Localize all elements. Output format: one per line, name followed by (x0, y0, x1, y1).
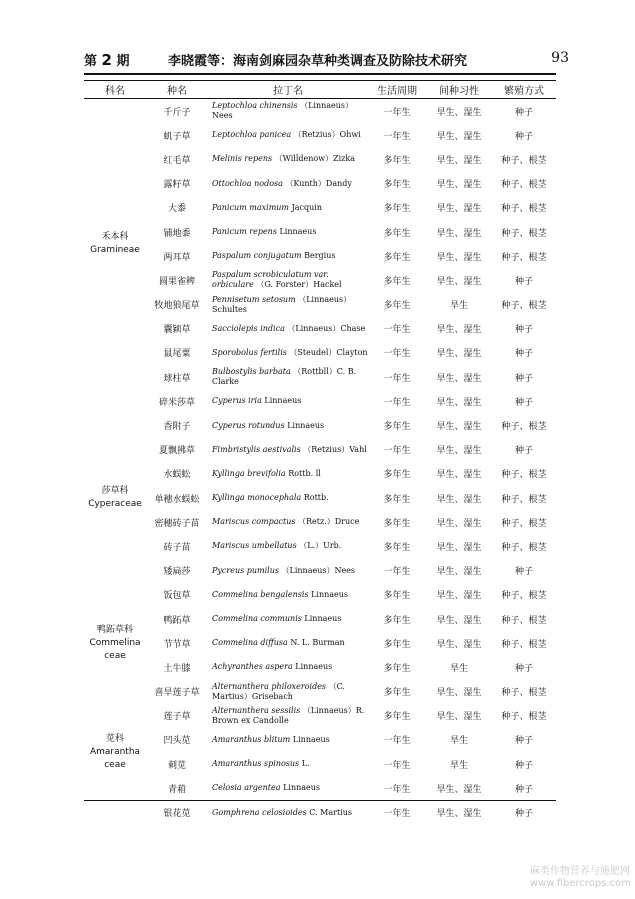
latin-name (208, 728, 368, 752)
latin-genus-species: Pycreus pumilus (212, 565, 279, 575)
latin-genus-species: Bulbostylis barbata (212, 367, 291, 377)
life-cycle: 一年生 (383, 373, 411, 384)
reproduction-mode: 种子、根茎 (501, 228, 547, 239)
growth-habit: 旱生、湿生 (436, 397, 482, 408)
reproduction-mode: 种子 (514, 373, 533, 384)
family-cell (84, 680, 146, 825)
reproduction-mode: 种子、根茎 (501, 204, 547, 215)
growth-habit: 旱生、湿生 (436, 155, 482, 166)
latin-author: （L.）Urb. (299, 541, 342, 551)
latin-author: N. L. Burman (290, 638, 345, 648)
table-row (84, 607, 556, 631)
latin-name (208, 510, 368, 534)
family-name-cn: 莎草科 (101, 486, 129, 497)
latin-name (208, 196, 368, 220)
life-cycle: 多年生 (383, 180, 411, 191)
table-row (84, 123, 556, 147)
latin-author: （Kunth）Dandy (285, 178, 352, 188)
latin-genus-species: Commelina diffusa (212, 638, 288, 648)
latin-name (208, 244, 368, 268)
growth-habit: 旱生、湿生 (436, 252, 482, 263)
species-name: 圆果雀稗 (158, 276, 195, 287)
table-row (84, 486, 556, 510)
species-name: 单穗水蜈蚣 (154, 494, 200, 505)
table-header-row (84, 81, 556, 99)
life-cycle: 一年生 (383, 131, 411, 142)
latin-author: （Linnaeus）Schultes (212, 294, 352, 314)
growth-habit: 旱生、湿生 (436, 784, 482, 795)
table-row (84, 147, 556, 171)
reproduction-mode: 种子 (514, 131, 533, 142)
species-name: 砖子苗 (163, 542, 191, 553)
family-name-cn: 鸭跖草科 (96, 624, 133, 635)
latin-name (208, 704, 368, 728)
latin-genus-species: Achyranthes aspera (212, 662, 293, 672)
species-name: 大黍 (167, 204, 186, 215)
life-cycle: 多年生 (383, 542, 411, 553)
family-name-latin: Gramineae (90, 245, 140, 256)
latin-name (208, 776, 368, 800)
latin-genus-species: Melinis repens (212, 154, 273, 164)
reproduction-mode: 种子、根茎 (501, 688, 547, 699)
life-cycle: 多年生 (383, 518, 411, 529)
table-row (84, 317, 556, 341)
table-row (84, 99, 556, 124)
table-row (84, 510, 556, 534)
species-name: 牧地狼尾草 (154, 301, 200, 312)
latin-author: Linnaeus (283, 783, 321, 793)
latin-name (208, 583, 368, 607)
latin-name (208, 752, 368, 776)
growth-habit: 旱生 (449, 736, 468, 747)
latin-name (208, 631, 368, 655)
latin-name (208, 389, 368, 413)
latin-author: L. (301, 759, 310, 769)
latin-name (208, 268, 368, 292)
table-row (84, 438, 556, 462)
growth-habit: 旱生、湿生 (436, 567, 482, 578)
latin-name (208, 123, 368, 147)
life-cycle: 多年生 (383, 688, 411, 699)
table-row (84, 220, 556, 244)
latin-author: （Willdenow）Zizka (274, 154, 356, 164)
table-row (84, 728, 556, 752)
col-habit: 间种习性 (426, 81, 492, 99)
latin-genus-species: Kyllinga brevifolia (212, 468, 286, 478)
growth-habit: 旱生、湿生 (436, 180, 482, 191)
species-name: 铺地黍 (163, 228, 191, 239)
table-row (84, 389, 556, 413)
life-cycle: 多年生 (383, 422, 411, 433)
latin-name (208, 559, 368, 583)
life-cycle: 多年生 (383, 204, 411, 215)
species-name: 鼠尾粟 (163, 349, 191, 360)
family-cell (84, 99, 146, 390)
latin-author: Rottb. (303, 493, 329, 503)
col-life-cycle: 生活周期 (368, 81, 426, 99)
growth-habit: 旱生、湿生 (436, 518, 482, 529)
latin-author: Linnaeus (287, 420, 325, 430)
latin-author: Linnaeus (295, 662, 333, 672)
latin-name (208, 438, 368, 462)
latin-genus-species: Leptochloa chinensis (212, 101, 298, 111)
latin-author: （Linnaeus）Nees (212, 101, 354, 121)
life-cycle: 一年生 (383, 349, 411, 360)
species-name: 虮子草 (163, 131, 191, 142)
latin-author: （Steudel）Clayton (289, 347, 368, 357)
life-cycle: 一年生 (383, 809, 411, 820)
growth-habit: 旱生、湿生 (436, 107, 482, 118)
growth-habit: 旱生、湿生 (436, 591, 482, 602)
table-row (84, 462, 556, 486)
growth-habit: 旱生、湿生 (436, 639, 482, 650)
reproduction-mode: 种子、根茎 (501, 518, 547, 529)
latin-genus-species: Gomphrena celosioides (212, 807, 307, 817)
latin-author: Linnaeus (279, 227, 317, 237)
table-row (84, 244, 556, 268)
reproduction-mode: 种子、根茎 (501, 591, 547, 602)
latin-author: Rottb. ll (288, 468, 321, 478)
species-name: 囊颖草 (163, 325, 191, 336)
article-title: 李晓霞等：海南剑麻园杂草种类调查及防除技术研究 (167, 54, 467, 69)
reproduction-mode: 种子 (514, 325, 533, 336)
family-name-cn: 禾本科 (101, 232, 129, 243)
latin-author: （Rottbll）C. B. Clarke (212, 367, 357, 387)
life-cycle: 一年生 (383, 325, 411, 336)
growth-habit: 旱生、湿生 (436, 712, 482, 723)
life-cycle: 多年生 (383, 639, 411, 650)
latin-genus-species: Leptochloa panicea (212, 130, 292, 140)
latin-name (208, 172, 368, 196)
latin-name (208, 365, 368, 389)
species-name: 喜旱莲子草 (154, 688, 200, 699)
family-cell (84, 607, 146, 680)
life-cycle: 一年生 (383, 397, 411, 408)
life-cycle: 多年生 (383, 470, 411, 481)
latin-genus-species: Ottochloa nodosa (212, 178, 283, 188)
issue-suffix: 期 (116, 54, 130, 69)
species-name: 碎米莎草 (158, 397, 195, 408)
reproduction-mode: 种子、根茎 (501, 615, 547, 626)
life-cycle: 多年生 (383, 228, 411, 239)
latin-author: Linnaeus (264, 396, 302, 406)
latin-name (208, 341, 368, 365)
latin-genus-species: Alternanthera philoxeroides (212, 681, 327, 691)
life-cycle: 多年生 (383, 494, 411, 505)
latin-name (208, 317, 368, 341)
latin-genus-species: Kyllinga monocephala (212, 493, 302, 503)
species-name: 香附子 (163, 422, 191, 433)
growth-habit: 旱生、湿生 (436, 131, 482, 142)
reproduction-mode: 种子 (514, 663, 533, 674)
latin-genus-species: Amaranthus spinosus (212, 759, 300, 769)
latin-author: （C. Martius）Grisebach (212, 681, 345, 701)
latin-author: （Linnaeus）R. Brown ex Candolle (212, 705, 365, 725)
table-row (84, 752, 556, 776)
latin-genus-species: Panicum maximum (212, 202, 290, 212)
reproduction-mode: 种子、根茎 (501, 180, 547, 191)
page-number: 93 (551, 50, 569, 66)
latin-genus-species: Pennisetum setosum (212, 294, 296, 304)
latin-name (208, 220, 368, 244)
latin-author: （G. Forster）Hackel (256, 280, 342, 290)
life-cycle: 多年生 (383, 276, 411, 287)
growth-habit: 旱生、湿生 (436, 204, 482, 215)
species-name: 鸭跖草 (163, 615, 191, 626)
reproduction-mode: 种子、根茎 (501, 712, 547, 723)
latin-genus-species: Mariscus compactus (212, 517, 296, 527)
life-cycle: 一年生 (383, 784, 411, 795)
species-name: 矮扁莎 (163, 567, 191, 578)
latin-genus-species: Cyperus rotundus (212, 420, 285, 430)
reproduction-mode: 种子 (514, 567, 533, 578)
life-cycle: 一年生 (383, 736, 411, 747)
latin-genus-species: Amaranthus blitum (212, 734, 291, 744)
latin-author: Jacquin (291, 202, 323, 212)
latin-genus-species: Panicum repens (212, 227, 277, 237)
life-cycle: 多年生 (383, 615, 411, 626)
table-row (84, 268, 556, 292)
reproduction-mode: 种子、根茎 (501, 301, 547, 312)
family-name-latin: Cyperaceae (88, 499, 142, 510)
table-row (84, 704, 556, 728)
life-cycle: 一年生 (383, 446, 411, 457)
growth-habit: 旱生、湿生 (436, 349, 482, 360)
species-name: 密穗砖子苗 (154, 518, 200, 529)
latin-name (208, 462, 368, 486)
reproduction-mode: 种子 (514, 736, 533, 747)
latin-genus-species: Fimbristylis aestivalis (212, 444, 301, 454)
latin-genus-species: Cyperus iria (212, 396, 262, 406)
growth-habit: 旱生、湿生 (436, 809, 482, 820)
latin-genus-species: Sporobolus fertilis (212, 347, 287, 357)
table-row (84, 559, 556, 583)
growth-habit: 旱生、湿生 (436, 688, 482, 699)
reproduction-mode: 种子、根茎 (501, 155, 547, 166)
latin-name (208, 607, 368, 631)
reproduction-mode: 种子、根茎 (501, 422, 547, 433)
latin-name (208, 99, 368, 124)
reproduction-mode: 种子 (514, 809, 533, 820)
reproduction-mode: 种子、根茎 (501, 542, 547, 553)
reproduction-mode: 种子、根茎 (501, 494, 547, 505)
reproduction-mode: 种子、根茎 (501, 639, 547, 650)
latin-name (208, 655, 368, 679)
latin-genus-species: Commelina bengalensis (212, 589, 309, 599)
latin-name (208, 800, 368, 824)
species-name: 饭包草 (163, 591, 191, 602)
latin-genus-species: Mariscus umbellatus (212, 541, 297, 551)
growth-habit: 旱生、湿生 (436, 494, 482, 505)
species-name: 两耳草 (163, 252, 191, 263)
col-family: 科名 (84, 81, 146, 99)
reproduction-mode: 种子、根茎 (501, 470, 547, 481)
latin-name (208, 486, 368, 510)
species-name: 露籽草 (163, 180, 191, 191)
table-body (84, 99, 556, 825)
life-cycle: 多年生 (383, 252, 411, 263)
family-name-latin: Amarantha ceae (89, 746, 141, 770)
growth-habit: 旱生、湿生 (436, 276, 482, 287)
header-rule (84, 73, 556, 75)
table-row (84, 534, 556, 558)
table-row (84, 413, 556, 437)
latin-name (208, 147, 368, 171)
table-row (84, 631, 556, 655)
life-cycle: 多年生 (383, 301, 411, 312)
species-name: 青葙 (167, 784, 186, 795)
running-header (0, 50, 635, 74)
reproduction-mode: 种子 (514, 760, 533, 771)
table-row (84, 172, 556, 196)
latin-author: C. Martius (309, 807, 352, 817)
life-cycle: 多年生 (383, 591, 411, 602)
weed-species-table (84, 80, 556, 825)
latin-author: （Retzius）Ohwi (293, 130, 361, 140)
species-name: 夏飘拂草 (158, 446, 195, 457)
species-name: 水蜈蚣 (163, 470, 191, 481)
watermark (530, 866, 631, 890)
watermark-line2: www.fibercrops.com (529, 878, 631, 889)
col-species: 种名 (146, 81, 208, 99)
growth-habit: 旱生、湿生 (436, 373, 482, 384)
table-row (84, 293, 556, 317)
growth-habit: 旱生、湿生 (436, 325, 482, 336)
growth-habit: 旱生 (449, 760, 468, 771)
table-row (84, 583, 556, 607)
growth-habit: 旱生、湿生 (436, 542, 482, 553)
life-cycle: 一年生 (383, 107, 411, 118)
latin-genus-species: Sacciolepis indica (212, 323, 285, 333)
latin-genus-species: Commelina communis (212, 614, 302, 624)
latin-author: （Retz.）Druce (298, 517, 360, 527)
growth-habit: 旱生、湿生 (436, 446, 482, 457)
species-name: 球柱草 (163, 373, 191, 384)
life-cycle: 多年生 (383, 155, 411, 166)
family-cell (84, 389, 146, 607)
family-name-cn: 苋科 (105, 733, 124, 744)
reproduction-mode: 种子 (514, 446, 533, 457)
latin-name (208, 680, 368, 704)
latin-genus-species: Paspalum conjugatum (212, 251, 302, 261)
species-name: 刺苋 (167, 760, 186, 771)
table-bottom-rule (84, 800, 556, 801)
watermark-line1: 麻类作物营养与施肥网 (529, 866, 630, 877)
growth-habit: 旱生 (449, 301, 468, 312)
reproduction-mode: 种子 (514, 107, 533, 118)
latin-author: Linnaeus (304, 614, 342, 624)
col-reproduction: 繁殖方式 (492, 81, 556, 99)
species-name: 红毛草 (163, 155, 191, 166)
life-cycle: 一年生 (383, 760, 411, 771)
table-row (84, 680, 556, 704)
growth-habit: 旱生 (449, 663, 468, 674)
reproduction-mode: 种子 (514, 276, 533, 287)
latin-genus-species: Paspalum scrobiculatum var. orbiculare (212, 270, 329, 290)
table-row (84, 196, 556, 220)
reproduction-mode: 种子 (514, 349, 533, 360)
latin-genus-species: Alternanthera sessilis (212, 705, 301, 715)
growth-habit: 旱生、湿生 (436, 422, 482, 433)
latin-author: Bergius (304, 251, 336, 261)
col-latin: 拉丁名 (208, 81, 368, 99)
growth-habit: 旱生、湿生 (436, 615, 482, 626)
table-row (84, 800, 556, 824)
family-name-latin: Commelina ceae (89, 637, 141, 661)
table-row (84, 655, 556, 679)
species-name: 千斤子 (163, 107, 191, 118)
life-cycle: 多年生 (383, 712, 411, 723)
issue-num: 2 (101, 51, 112, 69)
growth-habit: 旱生、湿生 (436, 470, 482, 481)
species-name: 节节草 (163, 639, 191, 650)
latin-genus-species: Celosia argentea (212, 783, 281, 793)
latin-name (208, 534, 368, 558)
species-name: 银花苋 (163, 809, 191, 820)
table-row (84, 341, 556, 365)
latin-author: （Retzius）Vahl (303, 444, 367, 454)
latin-author: （Linnaeus）Nees (281, 565, 356, 575)
issue-prefix: 第 (84, 54, 98, 69)
reproduction-mode: 种子 (514, 397, 533, 408)
life-cycle: 多年生 (383, 663, 411, 674)
life-cycle: 一年生 (383, 567, 411, 578)
table-row (84, 365, 556, 389)
table-row (84, 776, 556, 800)
species-name: 凹头苋 (163, 736, 191, 747)
latin-name (208, 413, 368, 437)
latin-author: Linnaeus (311, 589, 349, 599)
reproduction-mode: 种子 (514, 784, 533, 795)
growth-habit: 旱生、湿生 (436, 228, 482, 239)
species-name: 土牛膝 (163, 663, 191, 674)
latin-author: （Linnaeus）Chase (287, 323, 366, 333)
latin-author: Linnaeus (292, 734, 330, 744)
latin-name (208, 293, 368, 317)
reproduction-mode: 种子、根茎 (501, 252, 547, 263)
species-name: 莲子草 (163, 712, 191, 723)
